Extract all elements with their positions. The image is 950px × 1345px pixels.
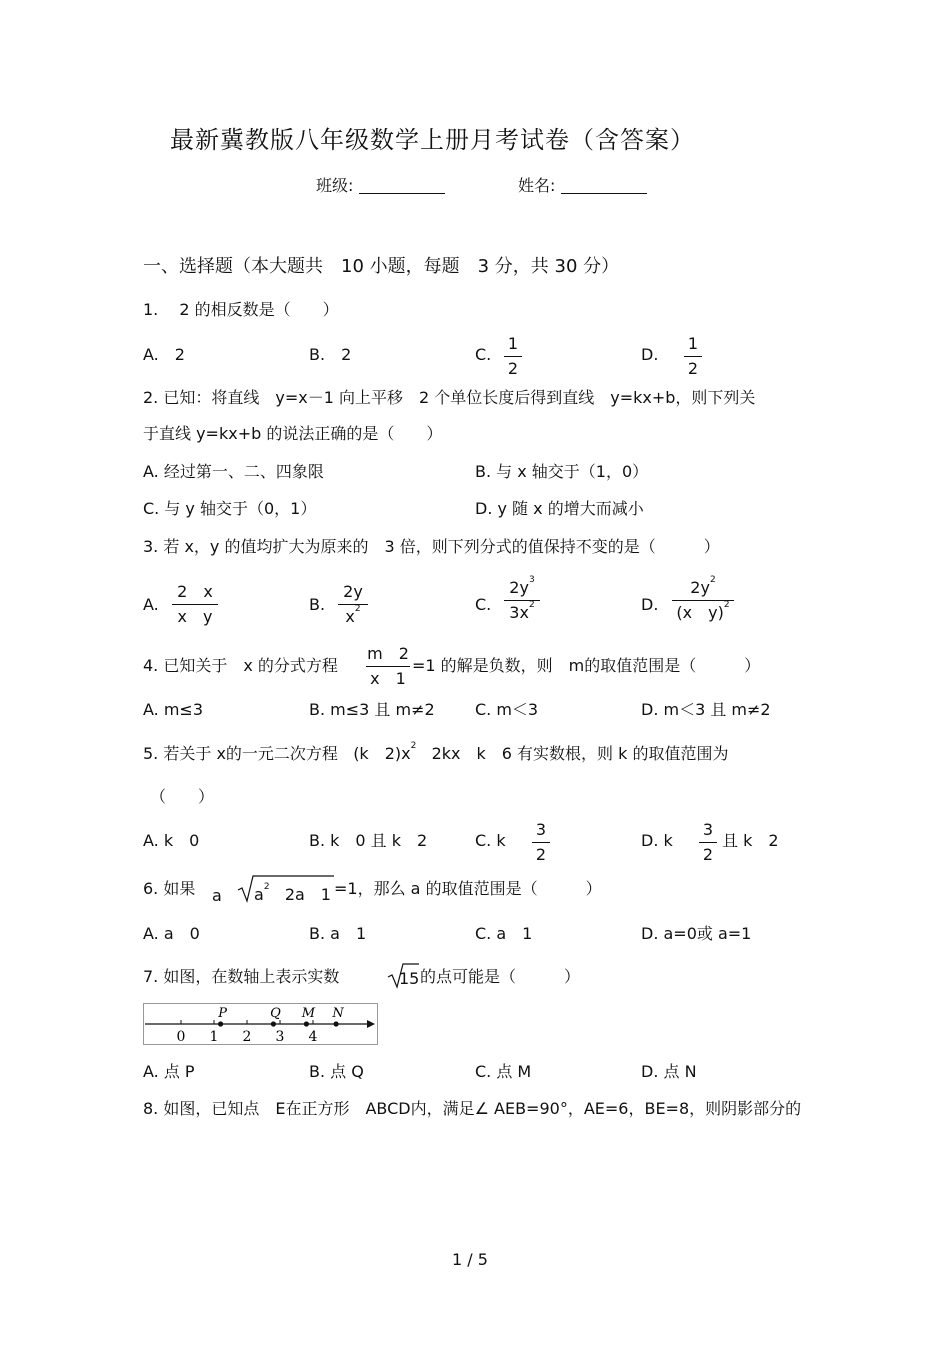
den-base: 3x [509, 603, 529, 622]
fraction-denominator: 2 [507, 359, 519, 378]
radicand-base: a [254, 885, 264, 904]
fraction-denominator [504, 600, 540, 622]
q5-stem-pre: 5. 若关于 x的一元二次方程 [143, 744, 338, 763]
q5-equation-part1: (k 2)x [353, 744, 411, 763]
q3-option-c-label: C. [475, 595, 492, 614]
class-blank [359, 179, 445, 194]
section-heading: 一、选择题（本大题共 10 小题，每题 3 分，共 30 分） [143, 256, 620, 277]
name-blank [561, 179, 647, 194]
num-exponent: 3 [528, 575, 535, 585]
q7-stem-post: 的点可能是（ ） [420, 967, 581, 986]
fraction-bar [504, 356, 522, 357]
number-line-figure [143, 1003, 378, 1045]
axis-tick-label: 1 [209, 1029, 219, 1045]
q5-option-c-label: C. k [475, 831, 506, 850]
fraction-bar [338, 604, 368, 605]
fraction-numerator: 2y [343, 582, 363, 601]
q4-stem-pre: 4. 已知关于 x 的分式方程 [143, 656, 338, 675]
number-line-point [304, 1021, 309, 1026]
q4-option-c: C. m＜3 [475, 700, 539, 719]
page-number: 1 / 5 [452, 1250, 488, 1269]
q4-stem-post: =1 的解是负数，则 m的取值范围是（ ） [412, 656, 761, 675]
fraction-numerator: m 2 [367, 644, 409, 663]
q6-stem-pre: 6. 如果 [143, 879, 196, 898]
q7-option-c: C. 点 M [475, 1062, 532, 1081]
q2-option-a: A. 经过第一、二、四象限 [143, 462, 324, 481]
axis-tick-label: 0 [176, 1029, 186, 1045]
fraction-denominator [672, 600, 734, 622]
axis-tick-label: 2 [242, 1029, 252, 1045]
q1-option-d-label: D. [641, 345, 659, 364]
q6-option-d: D. a=0或 a=1 [641, 924, 752, 943]
den-exponent: 2 [528, 600, 535, 610]
number-line-point-label: M [301, 1006, 316, 1021]
q6-option-c: C. a 1 [475, 924, 533, 943]
q2-option-c: C. 与 y 轴交于（0，1） [143, 499, 317, 518]
number-line-point-label: P [218, 1006, 227, 1021]
q5-option-d-fraction [699, 822, 717, 863]
q5-option-d-post: 且 k 2 [722, 831, 779, 850]
q2-stem-line1: 2. 已知：将直线 y=x－1 向上平移 2 个单位长度后得到直线 y=kx+b，则下列关 [143, 388, 756, 407]
q3-stem: 3. 若 x，y 的值均扩大为原来的 3 倍，则下列分式的值保持不变的是（ ） [143, 537, 720, 556]
fraction-numerator [672, 575, 734, 597]
q6-option-a: A. a 0 [143, 924, 200, 943]
fraction-numerator [504, 575, 540, 597]
q5-option-c-fraction [532, 822, 550, 863]
q6-radicand [254, 882, 331, 904]
q7-option-b: B. 点 Q [309, 1062, 364, 1081]
q3-option-a-label: A. [143, 595, 159, 614]
q3-option-d-fraction [672, 575, 734, 622]
fraction-bar [532, 842, 550, 843]
fraction-numerator: 3 [702, 820, 714, 839]
q5-option-d-label: D. k [641, 831, 673, 850]
q1-option-b: B. 2 [309, 345, 352, 364]
fraction-denominator: 2 [535, 845, 547, 864]
den-exponent: 2 [354, 604, 361, 614]
q3-option-c-fraction [504, 575, 540, 622]
q6-option-b: B. a 1 [309, 924, 367, 943]
class-label: 班级: [316, 176, 354, 195]
q3-option-b-fraction [338, 584, 368, 625]
name-label: 姓名: [518, 176, 556, 195]
den-base: x [345, 607, 355, 626]
fraction-denominator: 2 [687, 359, 699, 378]
axis-arrow-icon [367, 1020, 375, 1028]
q5-option-b: B. k 0 且 k 2 [309, 831, 428, 850]
q4-fraction [366, 646, 410, 687]
q2-option-b: B. 与 x 轴交于（1，0） [475, 462, 649, 481]
number-line-point-label: N [332, 1006, 344, 1021]
fraction-bar [366, 666, 410, 667]
q4-option-a: A. m≤3 [143, 700, 204, 719]
q1-option-d-fraction [684, 336, 702, 377]
radicand-exponent: 2 [263, 882, 270, 892]
q7-radicand: 15 [399, 969, 420, 988]
number-line-point [218, 1021, 223, 1026]
fraction-numerator: 3 [535, 820, 547, 839]
axis-tick-label: 3 [275, 1029, 285, 1045]
q4-option-d: D. m＜3 且 m≠2 [641, 700, 771, 719]
page-title: 最新冀教版八年级数学上册月考试卷（含答案） [170, 126, 695, 154]
q7-option-d: D. 点 N [641, 1062, 697, 1081]
q6-variable-a: a [212, 886, 222, 905]
q7-stem-pre: 7. 如图，在数轴上表示实数 [143, 967, 340, 986]
q5-answer-paren: （ ） [150, 787, 215, 806]
q5-option-a: A. k 0 [143, 831, 200, 850]
q3-option-a-fraction [172, 584, 218, 625]
fraction-bar [172, 604, 218, 605]
num-base: 2y [509, 578, 529, 597]
den-exponent: 2 [723, 600, 730, 610]
class-field [316, 178, 445, 194]
radicand-rest: 2a 1 [284, 885, 331, 904]
q5-equation-exponent: 2 [410, 741, 417, 751]
fraction-numerator: 1 [507, 334, 519, 353]
q1-stem: 1. 2 的相反数是（ ） [143, 300, 339, 319]
fraction-denominator: x 1 [370, 669, 406, 688]
number-line-point [334, 1021, 339, 1026]
q4-option-b: B. m≤3 且 m≠2 [309, 700, 435, 719]
num-base: 2y [690, 578, 710, 597]
number-line-point-label: Q [270, 1006, 281, 1021]
fraction-denominator [338, 604, 368, 626]
number-line-point [271, 1021, 276, 1026]
fraction-denominator: 2 [702, 845, 714, 864]
fraction-denominator: x y [177, 607, 213, 626]
fraction-bar [699, 842, 717, 843]
fraction-bar [684, 356, 702, 357]
q2-option-d: D. y 随 x 的增大而减小 [475, 499, 644, 518]
den-base: (x y) [676, 603, 724, 622]
q5-stem [143, 741, 729, 763]
fraction-numerator: 1 [687, 334, 699, 353]
q5-equation-part2: 2kx k 6 有实数根，则 k 的取值范围为 [431, 744, 729, 763]
q1-option-c-label: C. [475, 345, 492, 364]
axis-tick-label: 4 [308, 1029, 318, 1045]
name-field [518, 178, 647, 194]
q8-stem: 8. 如图，已知点 E在正方形 ABCD内，满足∠ AEB=90°，AE=6，BE=8，则阴影部分的 [143, 1099, 802, 1118]
q1-option-a: A. 2 [143, 345, 185, 364]
num-exponent: 2 [709, 575, 716, 585]
q3-option-d-label: D. [641, 595, 659, 614]
fraction-numerator: 2 x [177, 582, 213, 601]
q2-stem-line2: 于直线 y=kx+b 的说法正确的是（ ） [143, 424, 443, 443]
q6-stem-post: =1，那么 a 的取值范围是（ ） [334, 879, 602, 898]
q1-option-c-fraction [504, 336, 522, 377]
q3-option-b-label: B. [309, 595, 326, 614]
q7-option-a: A. 点 P [143, 1062, 195, 1081]
